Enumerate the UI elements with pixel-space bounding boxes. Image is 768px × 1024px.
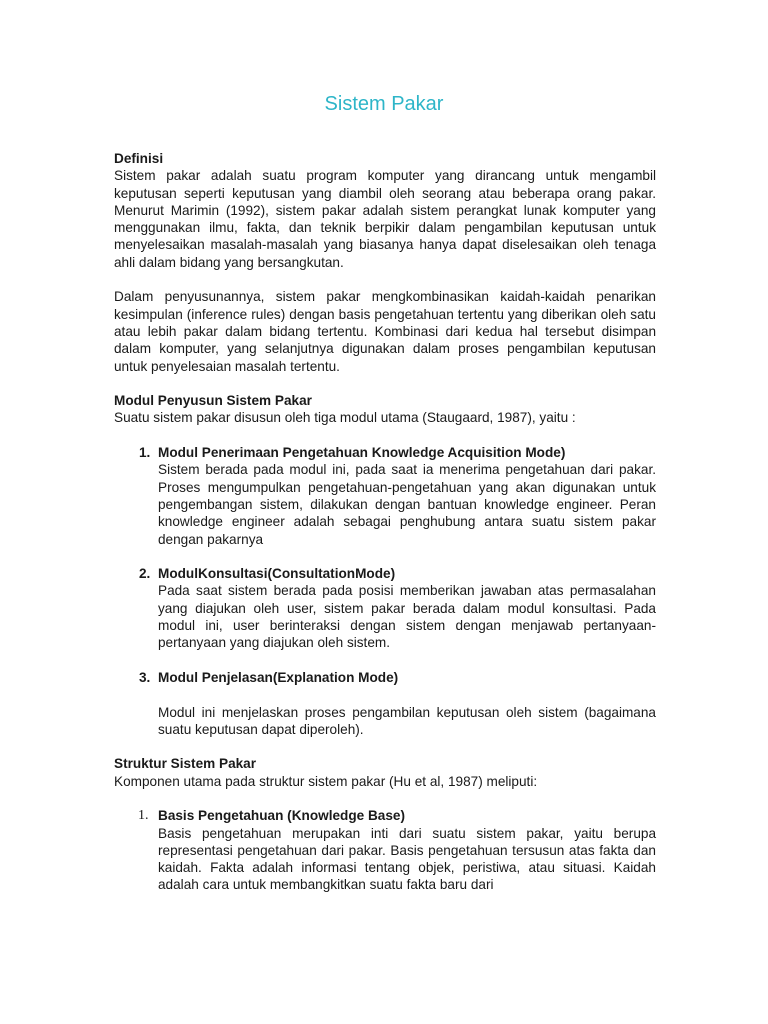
section-heading-modul: Modul Penyusun Sistem Pakar xyxy=(114,393,312,409)
list-number: 3. xyxy=(139,669,151,685)
section-heading-definisi: Definisi xyxy=(114,151,164,166)
list-item xyxy=(114,669,656,738)
document-title: Sistem Pakar xyxy=(324,93,444,115)
list-number: 2. xyxy=(139,566,151,582)
list-item-title: Basis Pengetahuan (Knowledge Base) xyxy=(158,808,406,824)
list-item xyxy=(114,565,656,651)
struktur-intro: Komponen utama pada struktur sistem pakar (Hu et al, 1987) meliputi: xyxy=(114,773,538,789)
list-item xyxy=(114,807,656,893)
list-item-body: Pada saat sistem berada pada posisi memberikan jawaban atas permasalahan yang diajukan oleh user, sistem pakar berada dalam modul konsultasi. Pada modul ini, user berinteraksi dengan sistem dengan menjawab pertanyaan-pertanyaan yang diajukan oleh sistem. xyxy=(158,583,656,651)
list-item-title: Modul Penjelasan(Explanation Mode) xyxy=(158,669,399,685)
list-item xyxy=(114,444,656,548)
list-item-body: Modul ini menjelaskan proses pengambilan keputusan oleh sistem (bagaimana suatu keputusan dapat diperoleh). xyxy=(158,704,656,737)
list-item-title: ModulKonsultasi(ConsultationMode) xyxy=(158,566,396,582)
modul-intro: Suatu sistem pakar disusun oleh tiga modul utama (Staugaard, 1987), yaitu : xyxy=(114,410,576,426)
definisi-paragraph-2: Dalam penyusunannya, sistem pakar mengkombinasikan kaidah-kaidah penarikan kesimpulan (inference rules) dengan basis pengetahuan tertentu yang diberikan oleh satu atau lebih pakar dalam bidang tertentu. Kombinasi dari kedua hal tersebut disimpan dalam komputer, yang selanjutnya digunakan dalam proses pengambilan keputusan untuk penyelesaian masalah tertentu. xyxy=(114,289,656,374)
list-number: 1. xyxy=(139,445,151,461)
list-item-title: Modul Penerimaan Pengetahuan Knowledge Acquisition Mode) xyxy=(158,445,566,461)
definisi-paragraph-1: Sistem pakar adalah suatu program komputer yang dirancang untuk mengambil keputusan seperti keputusan yang diambil oleh seorang atau beberapa orang pakar. Menurut Marimin (1992), sistem pakar adalah sistem perangkat lunak komputer yang menggunakan ilmu, fakta, dan teknik berpikir dalam pengambilan keputusan untuk menyelesaikan masalah-masalah yang biasanya hanya dapat diselesaikan oleh tenaga ahli dalam bidang yang bersangkutan. xyxy=(114,168,656,270)
list-item-body: Basis pengetahuan merupakan inti dari suatu sistem pakar, yaitu berupa representasi pengetahuan dari pakar. Basis pengetahuan tersusun atas fakta dan kaidah. Fakta adalah informasi tentang objek, peristiwa, atau situasi. Kaidah adalah cara untuk membangkitkan suatu fakta baru dari xyxy=(158,825,656,893)
document-body xyxy=(114,150,656,894)
list-number: 1. xyxy=(138,808,149,824)
list-item-body: Sistem berada pada modul ini, pada saat ia menerima pengetahuan dari pakar. Proses mengumpulkan pengetahuan-pengetahuan yang akan digunakan untuk pengembangan sistem, dilakukan dengan bantuan knowledge engineer. Peran knowledge engineer adalah sebagai penghubung antara suatu sistem pakar dengan pakarnya xyxy=(158,462,656,547)
section-heading-struktur: Struktur Sistem Pakar xyxy=(114,756,257,772)
